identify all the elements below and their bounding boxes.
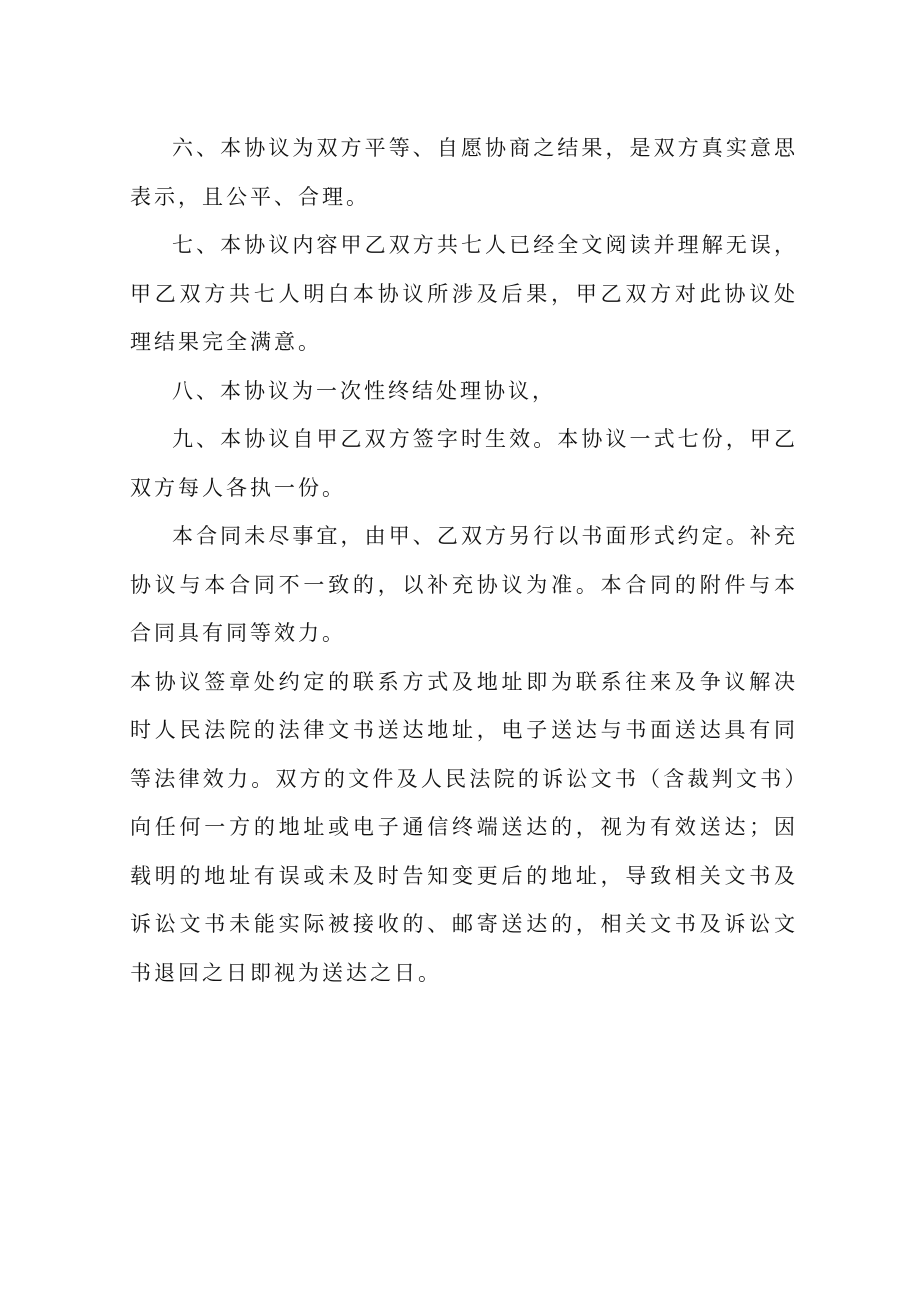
clause-six: 六、本协议为双方平等、自愿协商之结果，是双方真实意思表示，且公平、合理。: [130, 136, 798, 209]
clause-nine: 九、本协议自甲乙双方签字时生效。本协议一式七份，甲乙双方每人各执一份。: [130, 427, 798, 500]
service-address-clause: 本协议签章处约定的联系方式及地址即为联系往来及争议解决时人民法院的法律文书送达地址，电子送达与书面送达具有同等法律效力。双方的文件及人民法院的诉讼文书（含裁判文书）向任何一方的地址或电子通信终端送达的，视为有效送达；因载明的地址有误或未及时告知变更后的地址，导致相关文书及诉讼文书未能实际被接收的、邮寄送达的，相关文书及诉讼文书退回之日即视为送达之日。: [130, 669, 798, 985]
document-body: [130, 124, 798, 997]
clause-seven: 七、本协议内容甲乙双方共七人已经全文阅读并理解无误，甲乙双方共七人明白本协议所涉及后果，甲乙双方对此协议处理结果完全满意。: [130, 233, 798, 354]
supplementary-clause: 本合同未尽事宜，由甲、乙双方另行以书面形式约定。补充协议与本合同不一致的，以补充协议为准。本合同的附件与本合同具有同等效力。: [130, 524, 798, 645]
clause-eight: 八、本协议为一次性终结处理协议，: [172, 378, 556, 403]
